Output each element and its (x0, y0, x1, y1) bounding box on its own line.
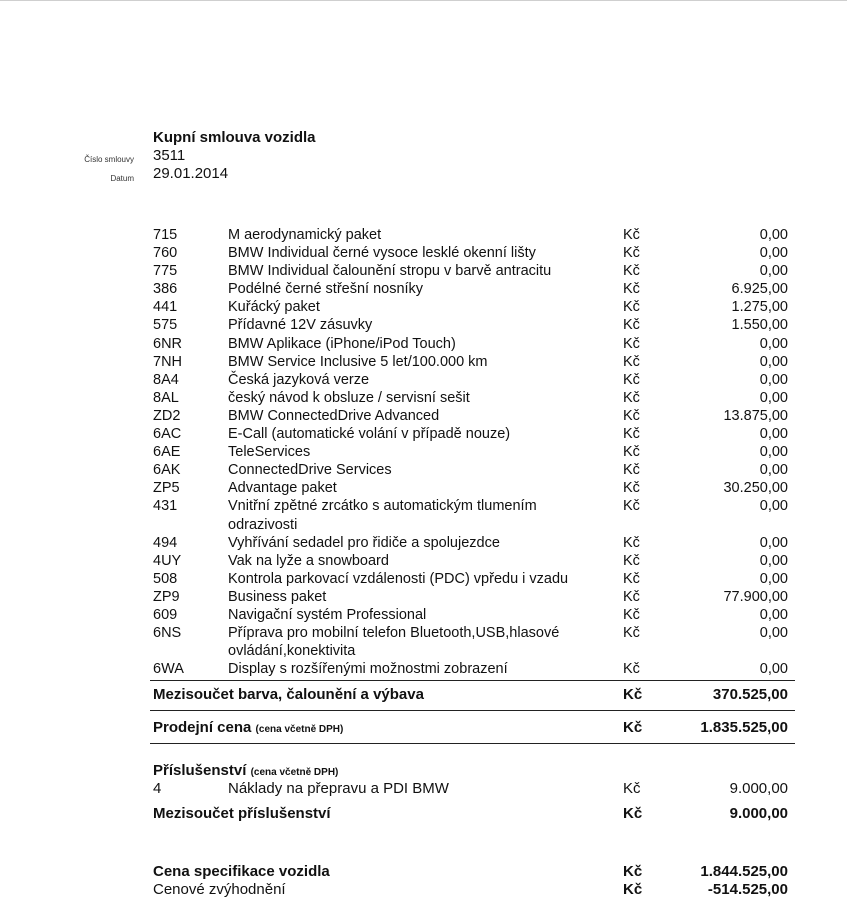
item-amount: 0,00 (759, 263, 788, 280)
item-currency: Kč (623, 317, 640, 334)
item-row (153, 479, 788, 497)
accessory-row (153, 780, 788, 797)
item-amount: 0,00 (759, 462, 788, 479)
item-currency: Kč (623, 299, 640, 316)
sale-price-label: Prodejní cena (153, 719, 252, 736)
item-row (153, 660, 788, 678)
item-code: 609 (153, 606, 178, 623)
item-row (153, 588, 788, 606)
item-row (153, 262, 788, 280)
item-amount: 0,00 (759, 245, 788, 262)
item-desc: BMW Individual čalounění stropu v barvě antracitu (228, 263, 552, 280)
item-code: 6AK (153, 462, 181, 479)
item-row (153, 624, 788, 660)
item-amount: 0,00 (759, 570, 788, 587)
contract-number: 3511 (153, 147, 186, 164)
spec-price-label: Cena specifikace vozidla (153, 863, 330, 880)
item-amount: 0,00 (759, 444, 788, 461)
item-code: 7NH (153, 353, 183, 370)
item-amount: 0,00 (759, 661, 788, 678)
item-desc: TeleServices (228, 444, 311, 461)
item-row (153, 298, 788, 316)
item-row (153, 371, 788, 389)
item-code: 508 (153, 570, 178, 587)
item-code: 715 (153, 227, 178, 243)
item-desc: BMW Individual černé vysoce lesklé okenní lišty (228, 245, 536, 262)
divider (150, 680, 795, 681)
document-title: Kupní smlouva vozidla (153, 129, 316, 146)
item-row (153, 461, 788, 479)
item-desc: Přídavné 12V zásuvky (228, 317, 373, 334)
item-currency: Kč (623, 245, 640, 262)
item-amount: 0,00 (759, 335, 788, 352)
item-amount: 0,00 (759, 371, 788, 388)
item-desc: Display s rozšířenými možnostmi zobrazení (228, 661, 508, 678)
item-desc: Navigační systém Professional (228, 606, 427, 623)
item-desc: ConnectedDrive Services (228, 462, 392, 479)
item-currency: Kč (623, 407, 640, 424)
item-row (153, 497, 788, 533)
sale-price-note: (cena včetně DPH) (255, 724, 344, 735)
item-code: 441 (153, 299, 178, 316)
currency: Kč (623, 686, 643, 703)
item-amount: 0,00 (759, 552, 788, 569)
item-code: 494 (153, 534, 178, 551)
currency: Kč (623, 719, 643, 736)
currency: Kč (623, 881, 643, 898)
item-currency: Kč (623, 426, 640, 443)
item-code: 775 (153, 263, 178, 280)
currency: Kč (623, 863, 643, 880)
date-value: 29.01.2014 (153, 165, 229, 182)
item-desc: Česká jazyková verze (228, 371, 370, 388)
accessories-heading (153, 762, 788, 779)
equipment-list (153, 226, 788, 678)
item-code: 760 (153, 245, 178, 262)
item-currency: Kč (623, 498, 640, 515)
item-amount: 0,00 (759, 426, 788, 443)
item-row (153, 280, 788, 298)
item-code: 431 (153, 498, 178, 515)
item-currency: Kč (623, 534, 640, 551)
item-desc: M aerodynamický paket (228, 227, 382, 243)
spec-price-amount: 1.844.525,00 (700, 863, 788, 880)
item-amount: 6.925,00 (731, 281, 788, 298)
item-currency: Kč (623, 480, 640, 497)
discount-amount: -514.525,00 (707, 881, 788, 898)
subtotal-equipment-row (153, 686, 788, 703)
date-label: Datum (110, 174, 134, 183)
item-amount: 0,00 (759, 498, 788, 515)
subtotal-accessories-label: Mezisoučet příslušenství (153, 805, 331, 822)
item-amount: 0,00 (759, 227, 788, 243)
item-desc: Advantage paket (228, 480, 337, 497)
item-desc: Business paket (228, 588, 327, 605)
item-row (153, 552, 788, 570)
item-desc: Vnitřní zpětné zrcátko s automatickým tlumením odrazivosti (228, 498, 537, 533)
item-code: ZP9 (153, 588, 180, 605)
item-code: 6AE (153, 444, 181, 461)
item-currency: Kč (623, 227, 640, 243)
item-currency: Kč (623, 588, 640, 605)
item-desc: Kuřácký paket (228, 299, 320, 316)
item-amount: 1.550,00 (731, 317, 788, 334)
item-amount: 13.875,00 (723, 407, 788, 424)
subtotal-equipment-label: Mezisoučet barva, čalounění a výbava (153, 686, 424, 703)
item-code: 6AC (153, 426, 182, 443)
item-row (153, 425, 788, 443)
item-currency: Kč (623, 371, 640, 388)
item-desc: Podélné černé střešní nosníky (228, 281, 424, 298)
item-row (153, 316, 788, 334)
item-amount: 0,00 (759, 625, 788, 642)
item-currency: Kč (623, 606, 640, 623)
item-currency: Kč (623, 281, 640, 298)
item-code: ZD2 (153, 407, 181, 424)
item-currency: Kč (623, 625, 640, 642)
item-amount: 77.900,00 (723, 588, 788, 605)
item-desc: BMW Service Inclusive 5 let/100.000 km (228, 353, 488, 370)
subtotal-accessories-row (153, 805, 788, 822)
item-code: 386 (153, 281, 178, 298)
accessories-label: Příslušenství (153, 762, 247, 779)
item-row (153, 389, 788, 407)
item-currency: Kč (623, 570, 640, 587)
item-desc: Vak na lyže a snowboard (228, 552, 389, 569)
item-currency: Kč (623, 263, 640, 280)
sale-price-row (153, 719, 788, 736)
item-code: 6NS (153, 625, 182, 642)
item-row (153, 570, 788, 588)
item-amount: 0,00 (759, 534, 788, 551)
item-currency: Kč (623, 389, 640, 406)
item-desc: BMW ConnectedDrive Advanced (228, 407, 440, 424)
item-desc: český návod k obsluze / servisní sešit (228, 389, 470, 406)
item-currency: Kč (623, 661, 640, 678)
discount-row (153, 881, 788, 898)
item-currency: Kč (623, 462, 640, 479)
item-code: 6WA (153, 661, 184, 678)
item-currency: Kč (623, 335, 640, 352)
accessory-amount: 9.000,00 (729, 780, 788, 797)
item-row (153, 353, 788, 371)
item-amount: 1.275,00 (731, 299, 788, 316)
item-amount: 0,00 (759, 389, 788, 406)
item-row (153, 534, 788, 552)
item-amount: 0,00 (759, 606, 788, 623)
accessory-code: 4 (153, 780, 162, 797)
top-border (0, 0, 847, 1)
item-code: 575 (153, 317, 178, 334)
item-currency: Kč (623, 552, 640, 569)
item-desc: Kontrola parkovací vzdálenosti (PDC) vpředu i vzadu (228, 570, 569, 587)
item-row (153, 244, 788, 262)
item-row (153, 606, 788, 624)
subtotal-equipment-amount: 370.525,00 (712, 686, 788, 703)
divider (150, 710, 795, 711)
item-code: ZP5 (153, 480, 180, 497)
currency: Kč (623, 805, 643, 822)
contract-number-label: Číslo smlouvy (84, 155, 134, 164)
sale-price-amount: 1.835.525,00 (700, 719, 788, 736)
item-row (153, 443, 788, 461)
discount-label: Cenové zvýhodnění (153, 881, 286, 898)
item-amount: 30.250,00 (723, 480, 788, 497)
currency: Kč (623, 780, 641, 797)
item-row (153, 335, 788, 353)
item-row (153, 226, 788, 244)
item-desc: BMW Aplikace (iPhone/iPod Touch) (228, 335, 456, 352)
divider (150, 743, 795, 744)
subtotal-accessories-amount: 9.000,00 (729, 805, 788, 822)
spec-price-row (153, 863, 788, 880)
item-row (153, 407, 788, 425)
item-desc: Příprava pro mobilní telefon Bluetooth,USB,hlasové ovládání,konektivita (228, 625, 560, 660)
item-currency: Kč (623, 353, 640, 370)
item-code: 4UY (153, 552, 182, 569)
item-code: 6NR (153, 335, 183, 352)
item-desc: E-Call (automatické volání v případě nouze) (228, 426, 511, 443)
item-code: 8AL (153, 389, 179, 406)
item-code: 8A4 (153, 371, 179, 388)
accessories-note: (cena včetně DPH) (250, 767, 339, 778)
item-desc: Vyhřívání sedadel pro řidiče a spolujezdce (228, 534, 500, 551)
accessory-desc: Náklady na přepravu a PDI BMW (228, 780, 449, 797)
item-amount: 0,00 (759, 353, 788, 370)
item-currency: Kč (623, 444, 640, 461)
